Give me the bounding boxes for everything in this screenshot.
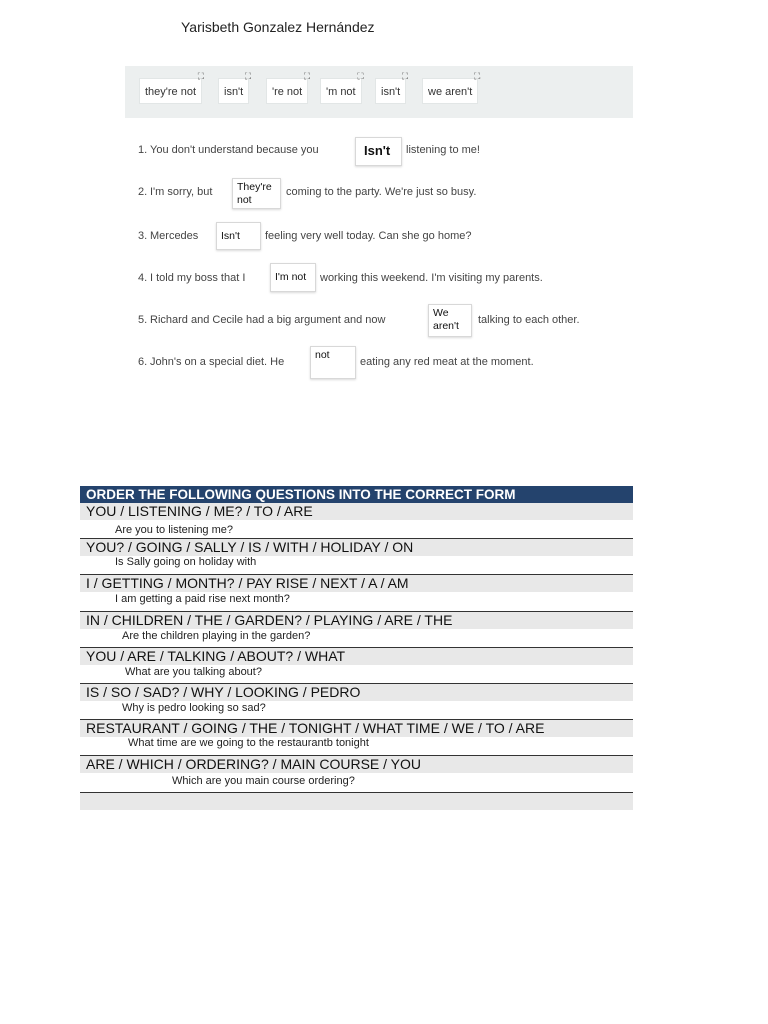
table-row bbox=[80, 612, 633, 648]
sentence-number: 5. bbox=[138, 314, 148, 326]
table-row bbox=[80, 503, 633, 539]
exercise-sentence bbox=[138, 184, 608, 200]
table-row bbox=[80, 684, 633, 720]
exercise-sentence bbox=[138, 312, 608, 328]
drag-handle-icon[interactable]: ⛶ bbox=[357, 71, 364, 81]
word-chip-label: isn't bbox=[381, 86, 401, 98]
word-chip[interactable] bbox=[422, 71, 481, 104]
word-chip[interactable] bbox=[375, 71, 409, 104]
answer-box[interactable]: I'm not bbox=[270, 263, 316, 292]
exercise-sentence bbox=[138, 354, 608, 370]
sentence-after: coming to the party. We're just so busy. bbox=[286, 186, 477, 198]
word-chip-label: we aren't bbox=[428, 86, 473, 98]
word-chip[interactable] bbox=[320, 71, 364, 104]
answer-text[interactable]: Are you to listening me? bbox=[115, 524, 234, 536]
row-divider bbox=[80, 792, 633, 793]
sentence-after: eating any red meat at the moment. bbox=[360, 356, 534, 368]
answer-box[interactable]: Isn't bbox=[216, 222, 261, 250]
drag-handle-icon[interactable]: ⛶ bbox=[473, 71, 481, 81]
scrambled-question: YOU / LISTENING / ME? / TO / ARE bbox=[80, 503, 633, 520]
table-row bbox=[80, 575, 633, 611]
exercise-sentence bbox=[138, 228, 608, 244]
drag-handle-icon[interactable]: ⛶ bbox=[401, 71, 409, 81]
answer-box[interactable]: They're not bbox=[232, 178, 281, 209]
sentence-after: feeling very well today. Can she go home? bbox=[265, 230, 472, 242]
sentence-before: You don't understand because you bbox=[150, 144, 319, 156]
sentence-number: 4. bbox=[138, 272, 148, 284]
answer-text[interactable]: Which are you main course ordering? bbox=[172, 775, 355, 788]
word-chip-label: 'm not bbox=[326, 86, 356, 98]
scrambled-question: ARE / WHICH / ORDERING? / MAIN COURSE / YOU bbox=[80, 756, 633, 773]
answer-text[interactable]: What are you talking about? bbox=[125, 665, 262, 678]
answer-text[interactable]: Are the children playing in the garden? bbox=[122, 629, 311, 642]
word-chip[interactable] bbox=[139, 71, 205, 104]
answer-box[interactable]: not bbox=[310, 346, 356, 379]
answer-box[interactable]: Isn't bbox=[355, 137, 402, 166]
scrambled-question: IN / CHILDREN / THE / GARDEN? / PLAYING / ARE / THE bbox=[80, 612, 633, 629]
table-row bbox=[80, 648, 633, 684]
scrambled-question: RESTAURANT / GOING / THE / TONIGHT / WHAT TIME / WE / TO / ARE bbox=[80, 720, 633, 737]
table-row bbox=[80, 720, 633, 756]
answer-text[interactable]: Is Sally going on holiday with bbox=[115, 556, 257, 569]
word-chip[interactable] bbox=[266, 71, 311, 104]
table-row bbox=[80, 539, 633, 575]
word-chip[interactable] bbox=[218, 71, 252, 104]
drag-handle-icon[interactable]: ⛶ bbox=[244, 71, 252, 81]
drag-handle-icon[interactable]: ⛶ bbox=[197, 71, 205, 81]
sentence-after: listening to me! bbox=[406, 144, 480, 156]
sentence-before: I'm sorry, but bbox=[150, 186, 213, 198]
empty-table-row bbox=[80, 793, 633, 810]
author-name: Yarisbeth Gonzalez Hernández bbox=[181, 19, 375, 35]
answer-text[interactable]: Why is pedro looking so sad? bbox=[122, 701, 266, 714]
sentence-before: Richard and Cecile had a big argument and now bbox=[150, 314, 386, 326]
scrambled-question: I / GETTING / MONTH? / PAY RISE / NEXT / A / AM bbox=[80, 575, 633, 592]
answer-text[interactable]: What time are we going to the restaurantb tonight bbox=[128, 737, 369, 750]
scrambled-question: YOU / ARE / TALKING / ABOUT? / WHAT bbox=[80, 648, 633, 665]
sentence-number: 3. bbox=[138, 230, 148, 242]
sentence-number: 6. bbox=[138, 356, 148, 368]
answer-box[interactable]: We aren't bbox=[428, 304, 472, 337]
word-chip-label: 're not bbox=[272, 86, 303, 98]
answer-text[interactable]: I am getting a paid rise next month? bbox=[115, 593, 290, 606]
scrambled-question: IS / SO / SAD? / WHY / LOOKING / PEDRO bbox=[80, 684, 633, 701]
sentence-before: I told my boss that I bbox=[150, 272, 246, 284]
word-chip-label: they're not bbox=[145, 86, 197, 98]
sentence-after: working this weekend. I'm visiting my parents. bbox=[320, 272, 543, 284]
drag-handle-icon[interactable]: ⛶ bbox=[303, 71, 311, 81]
sentence-number: 1. bbox=[138, 144, 148, 156]
sentence-before: John's on a special diet. He bbox=[150, 356, 285, 368]
sentence-before: Mercedes bbox=[150, 230, 199, 242]
table-header: ORDER THE FOLLOWING QUESTIONS INTO THE CORRECT FORM bbox=[80, 486, 633, 503]
word-chip-label: isn't bbox=[224, 86, 244, 98]
exercise-sentence bbox=[138, 270, 608, 286]
question-order-table bbox=[80, 486, 633, 810]
sentence-after: talking to each other. bbox=[478, 314, 580, 326]
table-row bbox=[80, 756, 633, 792]
scrambled-question: YOU? / GOING / SALLY / IS / WITH / HOLIDAY / ON bbox=[80, 539, 633, 556]
sentence-number: 2. bbox=[138, 186, 148, 198]
word-bank bbox=[125, 66, 633, 118]
